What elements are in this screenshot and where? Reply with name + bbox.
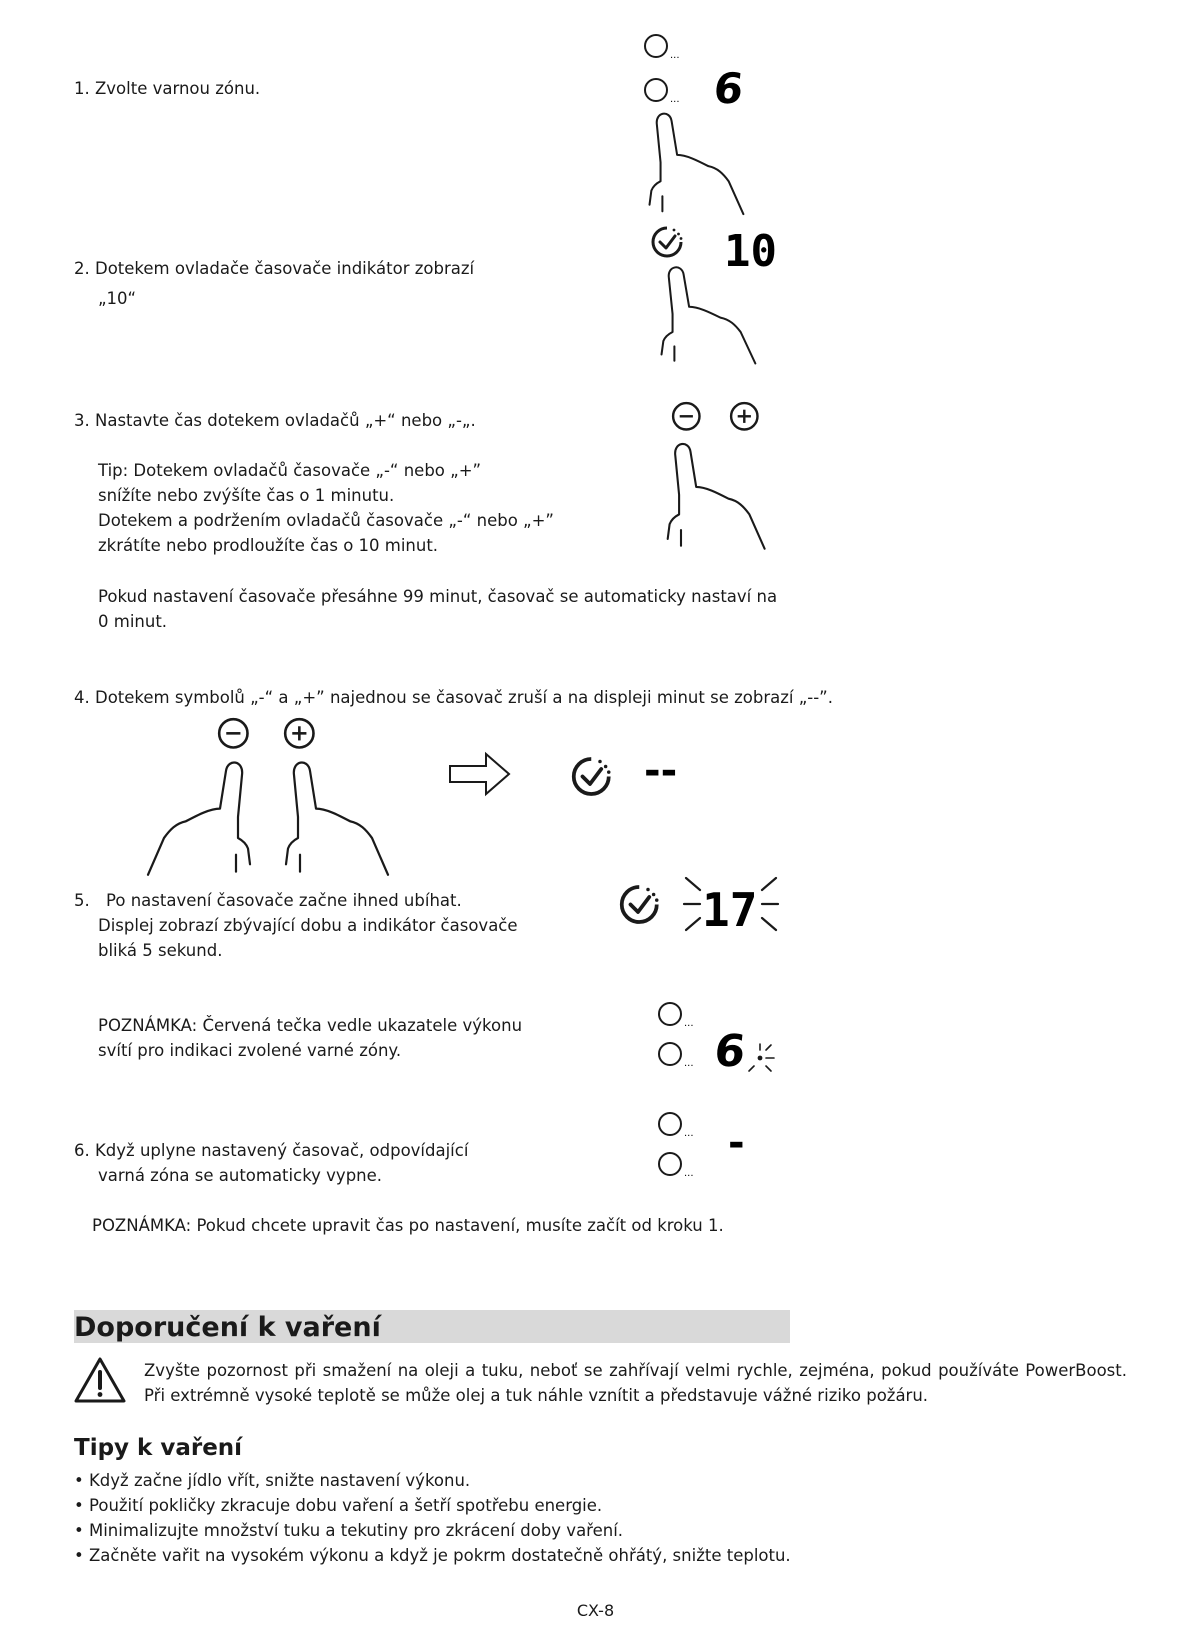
tips-title: Tipy k vaření bbox=[74, 1435, 243, 1461]
finger-icon bbox=[148, 763, 250, 875]
blinking-dot bbox=[749, 1044, 774, 1071]
circle-icon bbox=[645, 79, 667, 101]
display-dash: - bbox=[728, 1120, 745, 1166]
warning-text: Zvyšte pozornost při smažení na oleji a tuku, neboť se zahřívají velmi rychle, zejména, pokud používáte PowerBoost. Při extrémně vysoké teplotě se může olej a tuk náhle vznítit a představuje vážné riziko požáru. bbox=[144, 1361, 1127, 1405]
list-item: • Použití pokličky zkracuje dobu vaření a šetří spotřebu energie. bbox=[74, 1493, 791, 1518]
step-5-number: 5. bbox=[74, 891, 90, 910]
warning-icon bbox=[74, 1356, 126, 1404]
ellipsis-text: ... bbox=[684, 1018, 694, 1029]
list-item: • Minimalizujte množství tuku a tekutiny pro zkrácení doby vaření. bbox=[74, 1518, 791, 1543]
blink-rays-left bbox=[684, 878, 700, 930]
page-number: CX-8 bbox=[576, 1601, 615, 1620]
step-1-illustration bbox=[640, 30, 780, 210]
circle-icon bbox=[659, 1003, 681, 1025]
blink-rays-right bbox=[762, 878, 778, 930]
minus-circle-icon bbox=[673, 403, 699, 429]
ellipsis-text: ... bbox=[670, 50, 680, 61]
ellipsis-text: ... bbox=[670, 94, 680, 105]
finger-icon bbox=[662, 267, 756, 363]
display-digits: 10 bbox=[724, 226, 777, 277]
display-digit: 6 bbox=[711, 1026, 748, 1077]
step-6-text-line1: 6. Když uplyne nastavený časovač, odpovídající bbox=[74, 1141, 469, 1160]
plus-circle-icon bbox=[285, 719, 313, 747]
list-item: • Když začne jídlo vřít, snižte nastavení výkonu. bbox=[74, 1468, 791, 1493]
list-item: • Začněte vařit na vysokém výkonu a když je pokrm dostatečně ohřátý, snižte teplotu. bbox=[74, 1543, 791, 1568]
note-2-text: POZNÁMKA: Pokud chcete upravit čas po nastavení, musíte začít od kroku 1. bbox=[92, 1216, 724, 1235]
step-4-illustration bbox=[124, 718, 704, 878]
section-title: Doporučení k vaření bbox=[74, 1312, 381, 1343]
step-2-illustration bbox=[650, 224, 790, 364]
step-3-tip-line4: zkrátíte nebo prodloužíte čas o 10 minut. bbox=[98, 536, 439, 555]
finger-icon bbox=[668, 444, 765, 549]
step-3-text: 3. Nastavte čas dotekem ovladačů „+“ nebo „-„. bbox=[74, 411, 476, 430]
step-3-tip-line3: Dotekem a podržením ovladačů časovače „-“ nebo „+” bbox=[98, 511, 554, 530]
circle-icon bbox=[659, 1043, 681, 1065]
arrow-icon bbox=[450, 754, 509, 794]
timer-icon bbox=[574, 759, 611, 794]
step-3-note-line2: 0 minut. bbox=[98, 612, 168, 631]
circle-icon bbox=[659, 1153, 681, 1175]
display-dashes: -- bbox=[644, 748, 678, 794]
step-5-text-line3: bliká 5 sekund. bbox=[98, 941, 223, 960]
tips-list bbox=[74, 1468, 791, 1568]
note-1-line2: svítí pro indikaci zvolené varné zóny. bbox=[98, 1041, 402, 1060]
circle-icon bbox=[659, 1113, 681, 1135]
step-2-text-line1: 2. Dotekem ovladače časovače indikátor zobrazí bbox=[74, 259, 475, 278]
step-6-text-line2: varná zóna se automaticky vypne. bbox=[98, 1166, 383, 1185]
timer-icon bbox=[653, 228, 682, 256]
note-1-illustration bbox=[656, 1000, 796, 1080]
step-5-text-line2: Displej zobrazí zbývající dobu a indikátor časovače bbox=[98, 916, 518, 935]
step-3-note-line1: Pokud nastavení časovače přesáhne 99 minut, časovač se automaticky nastaví na bbox=[98, 587, 778, 606]
finger-icon bbox=[650, 114, 744, 214]
ellipsis-text: ... bbox=[684, 1128, 694, 1139]
step-3-tip-line1: Tip: Dotekem ovladačů časovače „-“ nebo „+” bbox=[98, 461, 482, 480]
minus-circle-icon bbox=[219, 719, 247, 747]
timer-icon bbox=[622, 887, 659, 922]
step-5-text-line1: Po nastavení časovače začne ihned ubíhat. bbox=[106, 891, 462, 910]
display-digit: 6 bbox=[711, 64, 746, 113]
ellipsis-text: ... bbox=[684, 1058, 694, 1069]
plus-circle-icon bbox=[731, 403, 757, 429]
step-5-illustration bbox=[614, 870, 794, 940]
ellipsis-text: ... bbox=[684, 1168, 694, 1179]
circle-icon bbox=[645, 35, 667, 57]
finger-icon bbox=[286, 763, 388, 875]
step-3-illustration bbox=[658, 400, 798, 550]
step-3-tip-line2: snížíte nebo zvýšíte čas o 1 minutu. bbox=[98, 486, 395, 505]
note-1-line1: POZNÁMKA: Červená tečka vedle ukazatele výkonu bbox=[98, 1016, 523, 1035]
step-6-illustration bbox=[656, 1110, 796, 1190]
step-4-text: 4. Dotekem symbolů „-“ a „+” najednou se časovač zruší a na displeji minut se zobrazí „--”. bbox=[74, 688, 833, 707]
step-2-text-line2: „10“ bbox=[98, 289, 137, 308]
step-1-text: 1. Zvolte varnou zónu. bbox=[74, 79, 261, 98]
display-digits: 17 bbox=[702, 883, 758, 937]
